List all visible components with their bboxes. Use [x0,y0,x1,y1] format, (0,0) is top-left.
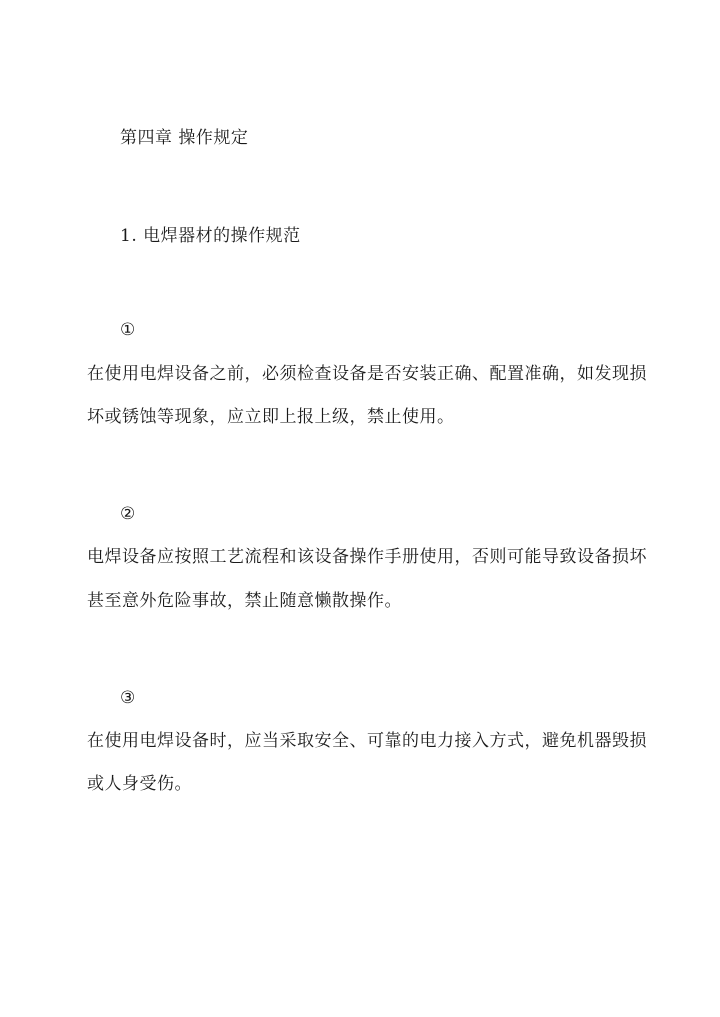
item-3-line-2: 或人身受伤。 [87,774,192,794]
item-1-line-2: 坏或锈蚀等现象，应立即上报上级，禁止使用。 [87,407,455,427]
item-3-line-1: 在使用电焊设备时，应当采取安全、可靠的电力接入方式，避免机器毁损 [87,731,647,751]
item-1-line-1: 在使用电焊设备之前，必须检查设备是否安装正确、配置准确，如发现损 [87,364,647,384]
item-marker-1: ① [120,320,136,340]
section-title: 1. 电焊器材的操作规范 [120,226,301,246]
item-2-line-1: 电焊设备应按照工艺流程和该设备操作手册使用，否则可能导致设备损坏 [87,547,647,567]
item-marker-2: ② [120,504,136,524]
item-marker-3: ③ [120,688,136,708]
chapter-heading: 第四章 操作规定 [120,128,249,148]
item-2-line-2: 甚至意外危险事故，禁止随意懒散操作。 [87,591,402,611]
